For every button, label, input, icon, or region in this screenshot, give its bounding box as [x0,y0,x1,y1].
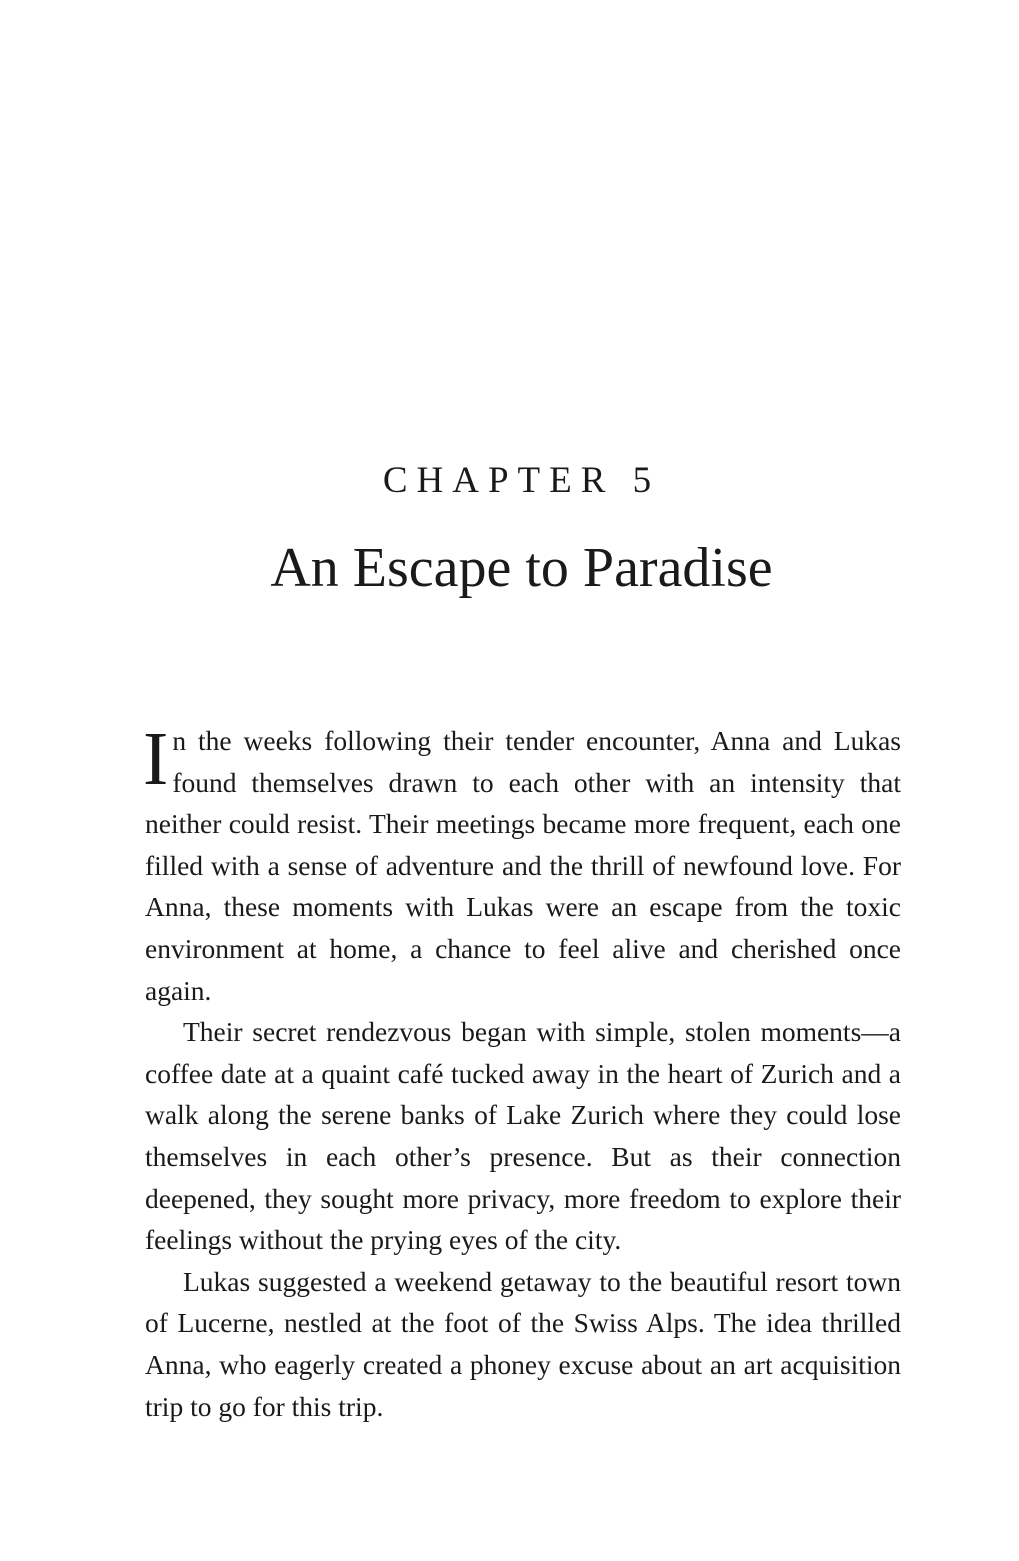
paragraph-2: Their secret rendezvous began with simple, stolen moments—a coffee date at a quaint café tucked away in the heart of Zurich and a walk along the serene banks of Lake Zurich where they could lose themselves in each other’s presence. But as their connection deepened, they sought more privacy, more freedom to explore their feelings without the prying eyes of the city. [145,1016,901,1256]
drop-cap: I [143,717,169,801]
paragraph-1-text: n the weeks following their tender encounter, Anna and Lukas found themselves drawn to each other with an intensity that neither could resist. Their meetings became more frequent, each one filled with a sense of adventure and the thrill of newfound love. For Anna, these moments with Lukas were an escape from the toxic environment at home, a chance to feel alive and cherished once again. [145,725,901,1006]
paragraph-1 [143,717,901,1011]
chapter-title: An Escape to Paradise [270,537,773,599]
paragraph-3: Lukas suggested a weekend getaway to the beautiful resort town of Lucerne, nestled at the foot of the Swiss Alps. The idea thrilled Anna, who eagerly created a phoney excuse about an art acquisition trip to go for this trip. [145,1265,901,1422]
chapter-number: CHAPTER 5 [382,460,661,501]
chapter-body [143,717,901,1427]
